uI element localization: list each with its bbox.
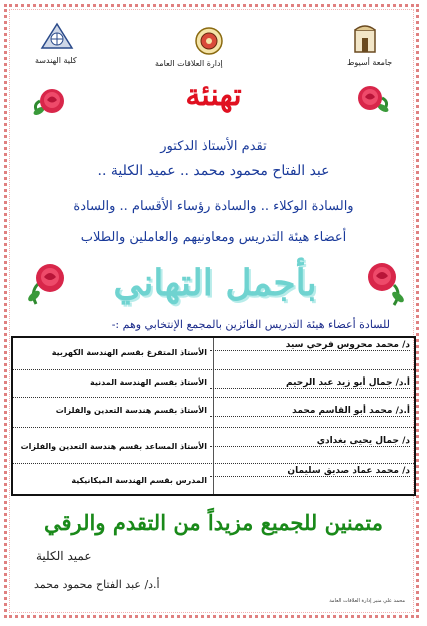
- dean-line: عبد الفتاح محمود محمد .. عميد الكلية ..: [97, 163, 330, 179]
- winner-name: د/ محمد محروس فرحي سيد: [210, 340, 410, 351]
- public-relations-logo-icon: [194, 26, 224, 56]
- congratulations-heading: بأجمل التهاني: [113, 262, 317, 304]
- table-row: [13, 370, 414, 398]
- winner-title: الأستاذ بقسم الهندسة المدنية: [90, 378, 207, 387]
- winner-name: أ.د/ محمد أبو القاسم محمد: [210, 406, 410, 417]
- winners-table: [11, 336, 416, 496]
- table-row: [13, 464, 414, 494]
- table-row: [13, 398, 414, 428]
- greeting-title: تهنئة: [185, 78, 242, 113]
- winner-title: الأستاذ المساعد بقسم هندسة التعدين والفلزات: [20, 442, 207, 451]
- public-relations-label: إدارة العلاقات العامة: [155, 59, 223, 68]
- faculty-label: كلية الهندسة: [35, 56, 77, 65]
- table-row: [13, 428, 414, 464]
- university-label: جامعة أسيوط: [347, 58, 393, 67]
- winner-title: الأستاذ بقسم هندسة التعدين والفلزات: [55, 406, 207, 415]
- winner-title: الأستاذ المتفرغ بقسم الهندسة الكهربية: [51, 348, 207, 357]
- winner-title: المدرس بقسم الهندسة الميكانيكية: [71, 476, 207, 485]
- dean-label: عميد الكلية: [36, 549, 92, 563]
- winner-name: د/ جمال يحيى بغدادي: [210, 436, 410, 447]
- members-staff-line: أعضاء هيئة التدريس ومعاونيهم والعاملين والطلاب: [80, 230, 347, 245]
- staff-line: والسادة الوكلاء .. والسادة رؤساء الأقسام .. والسادة: [73, 199, 354, 214]
- university-logo-icon: [352, 22, 378, 54]
- intro-line: تقدم الأستاذ الدكتور: [160, 139, 267, 154]
- winner-name: د/ محمد عماد صديق سليمان: [210, 466, 410, 477]
- wishes-line: متمنين للجميع مزيداً من التقدم والرقي: [44, 510, 383, 535]
- dean-signature-name: أ.د/ عبد الفتاح محمود محمد: [34, 578, 160, 591]
- faculty-logo-icon: [40, 22, 74, 52]
- table-row: [13, 338, 414, 370]
- winner-name: أ.د/ جمال أبو زيد عبد الرحيم: [210, 378, 410, 389]
- winners-intro-line: للسادة أعضاء هيئة التدريس الفائزين بالمجمع الإنتخابي وهم :-: [111, 318, 390, 331]
- footer-note: محمد علي منير إدارة العلاقات العامة: [329, 598, 405, 604]
